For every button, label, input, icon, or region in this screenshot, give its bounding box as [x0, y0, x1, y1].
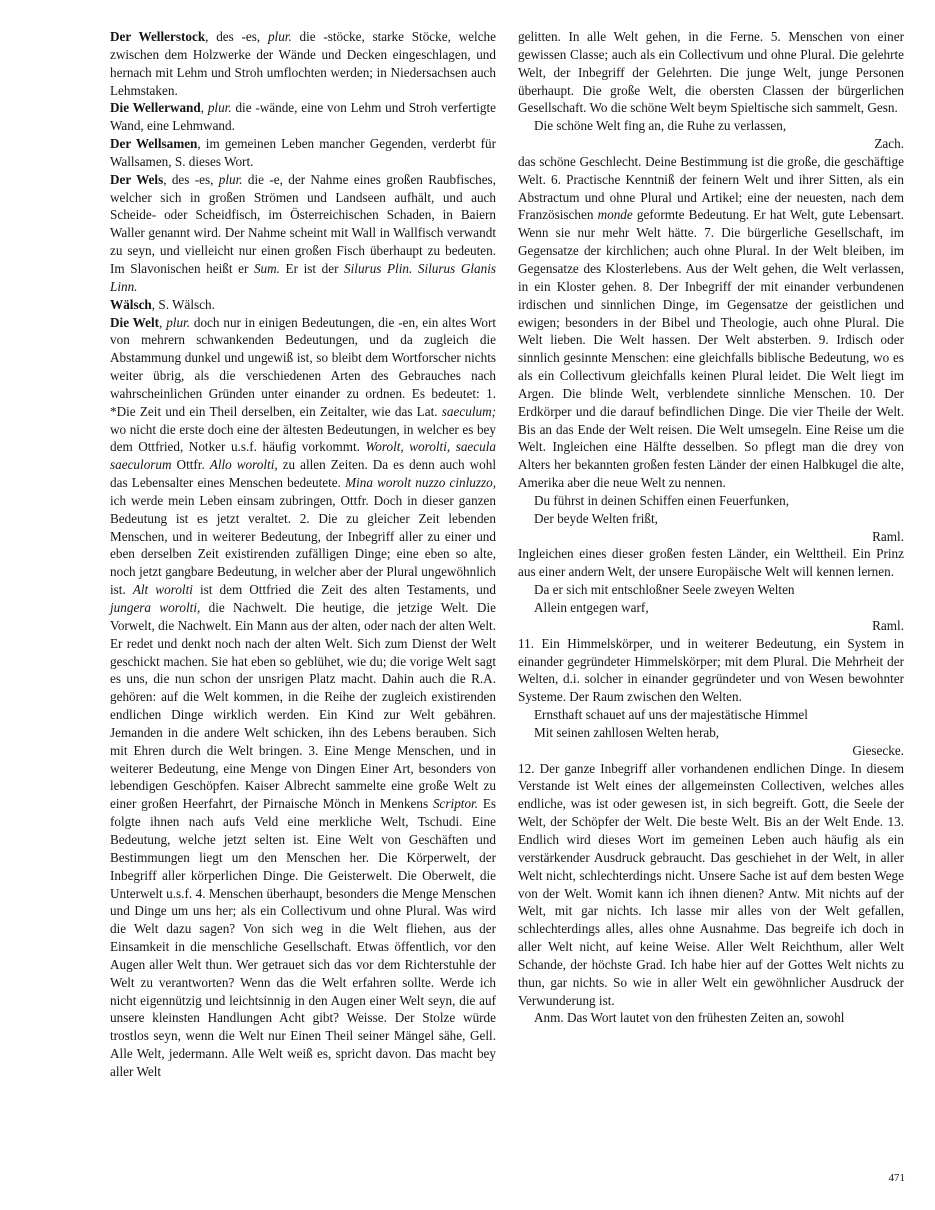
entry-wellerstock: Der Wellerstock, des -es, plur. die -stöcke, starke Stöcke, welche zwischen dem Holzwerke der Wände und Decken eingeschlagen, und hernach mit Lehm und Stroh umflochten werden; in Niedersachsen auch Lehmstaken. [110, 29, 496, 98]
right-column [518, 28, 904, 1027]
verse-line: Der beyde Welten frißt, [534, 510, 658, 526]
entry-welsch: Wälsch, S. Wälsch. [110, 296, 215, 312]
headword: Die Wellerwand [110, 100, 201, 116]
paragraph: das schöne Geschlecht. Deine Bestimmung ist die große, die geschäftige Welt. 6. Practische Kenntniß der feinern Welt und ihrer Sitten, als ein Abstractum und ohne Plural und Artikel; eine der neuesten, nach dem Französischen monde geformte Bedeutung. Er hat Welt, gute Lebensart. Wenn sie nur mehr Welt hätte. 7. Die bürgerliche Gesellschaft, im Gegensatze der kirchlichen; auch ohne Plural. In der Welt bleiben, im Gegensatze des Klosterlebens. Aus der Welt gehen, die Welt verlassen, in ein Kloster gehen. 8. Der Inbegriff der mit einander verbundenen irdischen und sinnlichen Dinge, im Gegensatze der geistlichen und ewigen; besonders in der Bibel und Theologie, auch ohne Plural. Die Welt lieben. Die Welt hassen. Der Welt absterben. 9. Irdisch oder sinnlich gesinnte Menschen: eine gleichfalls biblische Bedeutung, wo es als ein Collectivum gleichfalls keinen Plural leidet. Die Welt liegt im Argen. Die blinde Welt, verblendete sinnliche Menschen. 10. Der Erdkörper und die darauf befindlichen Dinge. Die vier Theile der Welt. Bis an das Ende der Welt reisen. Die Welt umsegeln. Eine Reise um die Welt. Ingleichen eine Hälfte desselben. So pflegt man die drey von Alters her bekannten großen festen Länder der einen Halbkugel die alte, Amerika aber die neue Welt zu nennen. [518, 153, 904, 491]
paragraph: 11. Ein Himmelskörper, und in weiterer Bedeutung, ein System in einander gegründeter Himmelskörper; mit dem Plural. Die Mehrheit der Welten, d.i. solcher in einander gegründeter und von Wesen bewohnter Systeme. Der Raum zwischen den Welten. [518, 635, 904, 705]
verse-line: Du führst in deinen Schiffen einen Feuerfunken, [534, 492, 790, 508]
paragraph: Anm. Das Wort lautet von den frühesten Zeiten an, sowohl [534, 1010, 845, 1026]
left-column [110, 28, 496, 1081]
paragraph: gelitten. In alle Welt gehen, in die Ferne. 5. Menschen von einer gewissen Classe; auch als ein Collectivum und ohne Plural. Die gelehrte Welt, der Inbegriff der Gelehrten. Die junge Welt, junge Personen überhaupt. Die große Welt, die obersten Classen der bürgerlichen Gesellschaft. Wo die schöne Welt beym Spieltische sich sammelt, Gesn. [518, 29, 904, 116]
verse-line: Mit seinen zahllosen Welten herab, [534, 724, 720, 740]
paragraph: 12. Der ganze Inbegriff aller vorhandenen endlichen Dinge. In diesem Verstande ist Welt eines der allgemeinsten Collectiven, welches alles endliche, was ist oder gewesen ist, in sich begreift. Gott, die Seele der Welt, der Schöpfer der Welt. Die beste Welt. Bis an der Welt Ende. 13. Endlich wird dieses Wort im gemeinen Leben auch häufig als ein verstärkender Ausdruck gebraucht. Das geschiehet in der Welt, in aller Welt nicht, schlechterdings nicht. Unsere Sache ist auf dem besten Wege von der Welt. Womit kann ich ihnen dienen? Antw. Mit nichts auf der Welt, mit gar nichts. Ich lasse mir alles von der Welt gefallen, schlechterdings alles, alles ohne Ausnahme. Das begreife ich doch in aller Welt nicht, auf keine Weise. Aller Welt Reichthum, aller Welt Schande, der höchste Grad. Ich habe hier auf der Gottes Welt nichts zu thun, gar nichts. So wie in aller Welt ein gewöhnlicher Ausdruck der Verwunderung ist. [518, 760, 904, 1008]
quote-source: Zach. [874, 136, 904, 152]
verse-line: Da er sich mit entschloßner Seele zweyen Welten [534, 582, 795, 598]
headword: Der Wellsamen [110, 136, 198, 152]
verse-line: Die schöne Welt fing an, die Ruhe zu verlassen, [534, 118, 787, 134]
page-number: 471 [888, 1172, 905, 1184]
headword: Der Wellerstock [110, 29, 206, 44]
entry-wellsamen: Der Wellsamen, im gemeinen Leben mancher Gegenden, verderbt für Wallsamen, S. dieses Wort. [110, 136, 496, 169]
verse-line: Allein entgegen warf, [534, 600, 649, 615]
entry-welt: Die Welt, plur. doch nur in einigen Bedeutungen, die -en, ein altes Wort von mehrern schwankenden Bedeutungen, und da zugleich die Abstammung dunkel und ungewiß ist, so bleibt dem Wortforscher nichts weiter übrig, als die verschiedenen Arten des Gebrauches nach wahrscheinlichen Gründen unter einander zu ordnen. Es bedeutet: 1. *Die Zeit und ein Theil derselben, ein Zeitalter, wie das Lat. saeculum; wo nicht die erste doch eine der ältesten Bedeutungen, in welcher es bey dem Ottfried, Notker u.s.f. häufig vorkommt. Worolt, worolti, saecula saeculorum Ottfr. Allo worolti, zu allen Zeiten. Da es denn auch wohl das Lebensalter eines Menschen bedeutete. Mina worolt nuzzo cinluzzo, ich werde mein Leben einsam zubringen, Ottfr. Doch in dieser ganzen Bedeutung ist es jetzt veraltet. 2. Die zu gleicher Zeit lebenden Menschen, und in weiterer Bedeutung, der Inbegriff aller zu einer und eben derselben Zeit existirenden zufälligen Dinge; eine eben so alte, noch jetzt gangbare Bedeutung, in welcher aber der Plural ungewöhnlich ist. Alt worolti ist dem Ottfried die Zeit des alten Testaments, und jungera worolti, die Nachwelt. Die heutige, die jetzige Welt. Die Vorwelt, die Nachwelt. Ein Mann aus der alten, oder nach der alten Welt. Er redet und denkt noch nach der alten Welt. Sich zum Dienst der Welt geschickt machen. Sie hat eben so geblühet, wie du; die vorige Welt sagt es uns, die nun schon der unsrigen Platz macht. Dahin auch die R.A. gehören: auf die Welt kommen, in die Reihe der zugleich existirenden endlichen Dinge wirklich werden. Ein Kind zur Welt gebähren. Jemanden in die andere Welt schicken, ihn des Lebens berauben. Sich mit Ehren durch die Welt bringen. 3. Eine Menge Menschen, und in weiterer Bedeutung, eine Menge von Dingen Einer Art, besonders von lebendigen Geschöpfen. Kaiser Albrecht sammelte eine große Welt zu einer großen Heerfahrt, der Pirnaische Mönch in Menkens Scriptor. Es folgte ihnen nach aufs Veld eine merkliche Welt, Tschudi. Eine Bedeutung, welche jetzt selten ist. Eine Welt von Geschäften und Bestimmungen liegt um den Menschen her. Die Körperwelt, der Inbegriff aller körperlichen Dinge. Die Geisterwelt. Die Oberwelt, die Unterwelt u.s.f. 4. Menschen überhaupt, besonders die Menge Menschen und Dinge um uns her; als ein Collectivum und ohne Plural. Was wird die Welt dazu sagen? Von sich weg in die Welt fliehen, aus der Einsamkeit in die menschliche Gesellschaft. Etwas öffentlich, vor den Augen aller Welt thun. Wer getrauet sich das vor dem Richterstuhle der Welt zu verantworten? Wenn das die Welt erfahren sollte. Werde ich nicht eigennützig und leichtsinnig in den Augen einer Welt seyn, die auf unsere kleinsten Handlungen Acht gibt? Weisse. Der Stolze würde trostlos seyn, wenn die Welt nur Einen Theil seiner Mängel sähe, Gell. Alle Welt, jedermann. Alle Welt weiß es, spricht davon. Das macht bey aller Welt [110, 314, 497, 1079]
headword: Wälsch [110, 296, 152, 312]
quote-source: Giesecke. [852, 742, 904, 758]
entry-wels: Der Wels, des -es, plur. die -e, der Nahme eines großen Raubfisches, welcher sich in großen Strömen und Landseen aufhält, und auch Scheide- oder Scheidfisch, im Österreichischen Schaden, in Baiern Waller genannt wird. Der Nahme scheint mit Wall in Wallfisch verwandt zu seyn, und vielleicht nur einen großen Fisch überhaupt zu bedeuten. Im Slavonischen heißt er Sum. Er ist der Silurus Plin. Silurus Glanis Linn. [110, 171, 496, 294]
paragraph: Ingleichen eines dieser großen festen Länder, ein Welttheil. Ein Prinz aus einer andern Welt, der unsere Europäische Welt will kennen lernen. [518, 546, 904, 580]
headword: Die Welt [110, 314, 160, 330]
verse-line: Ernsthaft schauet auf uns der majestätische Himmel [534, 707, 808, 723]
quote-source: Raml. [872, 528, 904, 544]
entry-wellerwand: Die Wellerwand, plur. die -wände, eine von Lehm und Stroh verfertigte Wand, eine Lehmwand. [110, 100, 497, 134]
quote-source: Raml. [872, 617, 904, 633]
headword: Der Wels [110, 171, 164, 187]
